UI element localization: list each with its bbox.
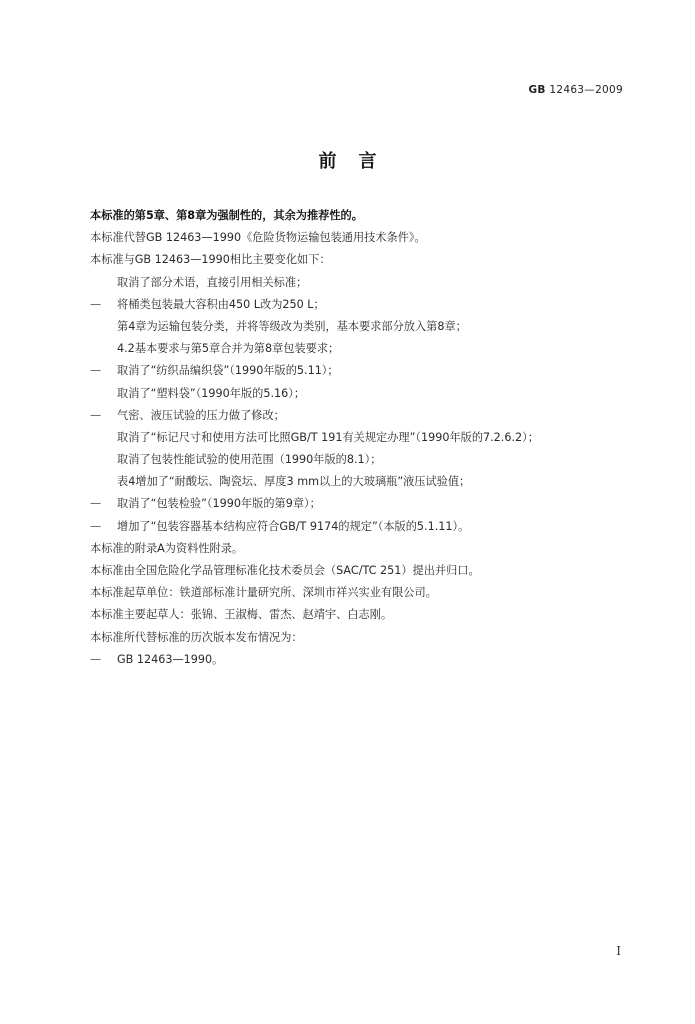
paragraph-text: 本标准与GB 12463—1990相比主要变化如下： xyxy=(90,253,331,267)
list-item-text: 取消了“标记尺寸和使用方法可比照GB/T 191有关规定办理”（1990年版的7.2.6.2）； xyxy=(117,430,539,444)
list-item xyxy=(90,316,630,338)
list-item-text: 增加了“包装容器基本结构应符合GB/T 9174的规定”（本版的5.1.11）。 xyxy=(117,519,470,533)
list-item-text: 取消了“塑料袋”（1990年版的5.16）； xyxy=(117,386,306,400)
dash-marker: — xyxy=(90,519,102,533)
list-item xyxy=(90,360,630,382)
dash-marker: — xyxy=(90,652,102,666)
paragraph-text: 本标准的第5章、第8章为强制性的，其余为推荐性的。 xyxy=(90,209,363,222)
list-item-text: 取消了部分术语，直接引用相关标准； xyxy=(117,275,308,289)
paragraph-text: 本标准主要起草人：张锦、王淑梅、雷杰、赵靖宇、白志刚。 xyxy=(90,608,393,622)
dash-marker: — xyxy=(90,297,102,311)
paragraph-line xyxy=(90,604,630,626)
list-item-text: 气密、液压试验的压力做了修改； xyxy=(117,408,285,422)
paragraph-text: 本标准由全国危险化学品管理标准化技术委员会（SAC/TC 251）提出并归口。 xyxy=(90,564,480,577)
standard-number: 12463—2009 xyxy=(549,84,623,96)
list-item-text: 表4增加了“耐酸坛、陶瓷坛、厚度3 mm以上的大玻璃瓶”液压试验值； xyxy=(117,475,471,489)
list-item xyxy=(90,405,630,427)
list-item-text: 取消了“包装检验”（1990年版的第9章）； xyxy=(117,497,321,511)
list-item xyxy=(90,649,630,671)
list-item-text: 第4章为运输包装分类，并将等级改为类别，基本要求部分放入第8章； xyxy=(117,319,467,333)
page-number: I xyxy=(616,944,621,958)
paragraph-text: 本标准所代替标准的历次版本发布情况为： xyxy=(90,630,303,644)
list-item xyxy=(90,383,630,405)
dash-marker: — xyxy=(90,364,102,378)
page-title: 前言 xyxy=(318,151,399,172)
paragraph-line xyxy=(90,538,630,560)
list-item xyxy=(90,471,630,493)
paragraph-line xyxy=(90,627,630,649)
paragraph-line xyxy=(90,582,630,604)
list-item-text: GB 12463—1990。 xyxy=(117,652,224,666)
paragraph-line xyxy=(90,249,630,271)
list-item-text: 4.2基本要求与第5章合并为第8章包装要求； xyxy=(117,342,340,356)
paragraph-text: 本标准代替GB 12463—1990《危险货物运输包装通用技术条件》。 xyxy=(90,231,426,245)
dash-marker: — xyxy=(90,497,102,511)
standard-code xyxy=(529,84,624,96)
list-item xyxy=(90,427,630,449)
foreword-body xyxy=(90,205,630,671)
paragraph-line xyxy=(90,227,630,249)
list-item-text: 取消了包装性能试验的使用范围（1990年版的8.1）； xyxy=(117,453,382,467)
paragraph-text: 本标准的附录A为资料性附录。 xyxy=(90,541,244,555)
list-item-text: 取消了“纺织品编织袋”（1990年版的5.11）； xyxy=(117,364,339,378)
paragraph-text: 本标准起草单位：铁道部标准计量研究所、深圳市祥兴实业有限公司。 xyxy=(90,586,437,600)
list-item xyxy=(90,449,630,471)
list-item-text: 将桶类包装最大容积由450 L改为250 L； xyxy=(117,297,325,311)
dash-marker: — xyxy=(90,408,102,422)
list-item xyxy=(90,338,630,360)
list-item xyxy=(90,272,630,294)
list-item xyxy=(90,516,630,538)
paragraph-line xyxy=(90,560,630,582)
list-item xyxy=(90,294,630,316)
paragraph-line xyxy=(90,205,630,227)
standard-prefix: GB xyxy=(528,84,546,96)
list-item xyxy=(90,493,630,515)
